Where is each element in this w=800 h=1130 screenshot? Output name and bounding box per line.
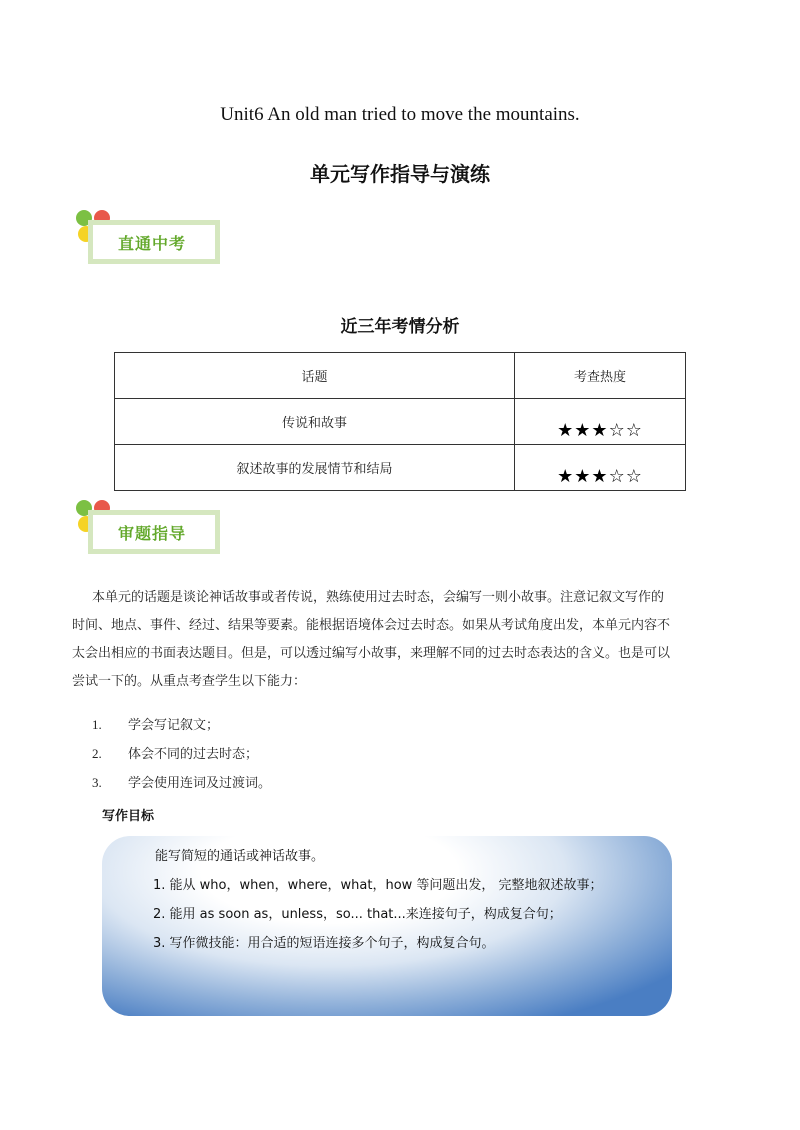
paragraph-line: 太会出相应的书面表达题目。但是，可以透过编写小故事，来理解不同的过去时态表达的含义。也是可以 <box>72 646 671 661</box>
list-item <box>92 739 271 768</box>
star-filled-icon: ★ <box>591 420 609 441</box>
guide-paragraph <box>72 584 728 696</box>
goal-heading: 写作目标 <box>102 809 155 824</box>
paragraph-line: 尝试一下的。从重点考查学生以下能力： <box>72 674 307 689</box>
list-item <box>92 710 271 739</box>
badge-guide-label: 审题指导 <box>117 523 186 543</box>
table-row <box>115 399 686 445</box>
paragraph-line: 本单元的话题是谈论神话故事或者传说，熟练使用过去时态，会编写一则小故事。注意记叙文写作的 <box>92 590 665 605</box>
table-cell-topic: 传说和故事 <box>115 399 515 445</box>
goal-line: 1. 能从 who，when，where，what，how 等问题出发， 完整地叙述故事； <box>153 878 603 893</box>
list-text: 学会写记叙文； <box>128 718 220 733</box>
star-filled-icon: ★ <box>574 420 592 441</box>
list-number: 2. <box>92 746 102 761</box>
star-empty-icon: ☆ <box>625 420 643 441</box>
badge-exam-label: 直通中考 <box>117 233 186 253</box>
goal-line: 能写简短的通话或神话故事。 <box>155 849 325 864</box>
table-cell-topic: 叙述故事的发展情节和结局 <box>115 445 515 491</box>
table-row <box>115 445 686 491</box>
goal-line: 2. 能用 as soon as，unless，so... that...来连接句子，构成复合句； <box>153 907 562 922</box>
title-chinese: 单元写作指导与演练 <box>310 162 490 186</box>
list-number: 1. <box>92 717 102 732</box>
list-item <box>92 768 271 797</box>
analysis-table <box>114 352 686 491</box>
badge-guide <box>76 496 236 566</box>
table-cell-heat <box>515 399 686 445</box>
table-header-heat: 考查热度 <box>515 353 686 399</box>
analysis-heading: 近三年考情分析 <box>340 317 460 337</box>
list-number: 3. <box>92 775 102 790</box>
table-cell-heat <box>515 445 686 491</box>
star-filled-icon: ★ <box>574 466 592 487</box>
star-rating <box>557 452 643 490</box>
table-header-row <box>115 353 686 399</box>
goal-line: 3. 写作微技能：用合适的短语连接多个句子，构成复合句。 <box>153 936 495 951</box>
star-empty-icon: ☆ <box>625 466 643 487</box>
badge-exam <box>76 206 236 276</box>
star-empty-icon: ☆ <box>608 466 626 487</box>
paragraph-line: 时间、地点、事件、经过、结果等要素。能根据语境体会过去时态。如果从考试角度出发，本单元内容不 <box>72 618 671 633</box>
table-header-topic: 话题 <box>115 353 515 399</box>
ability-list <box>92 710 271 797</box>
goal-lines <box>155 842 603 958</box>
star-filled-icon: ★ <box>591 466 609 487</box>
star-filled-icon: ★ <box>557 420 575 441</box>
star-rating <box>557 406 643 444</box>
star-filled-icon: ★ <box>557 466 575 487</box>
list-text: 学会使用连词及过渡词。 <box>128 776 272 791</box>
title-english: Unit6 An old man tried to move the mountains. <box>220 104 580 125</box>
star-empty-icon: ☆ <box>608 420 626 441</box>
list-text: 体会不同的过去时态； <box>128 747 259 762</box>
